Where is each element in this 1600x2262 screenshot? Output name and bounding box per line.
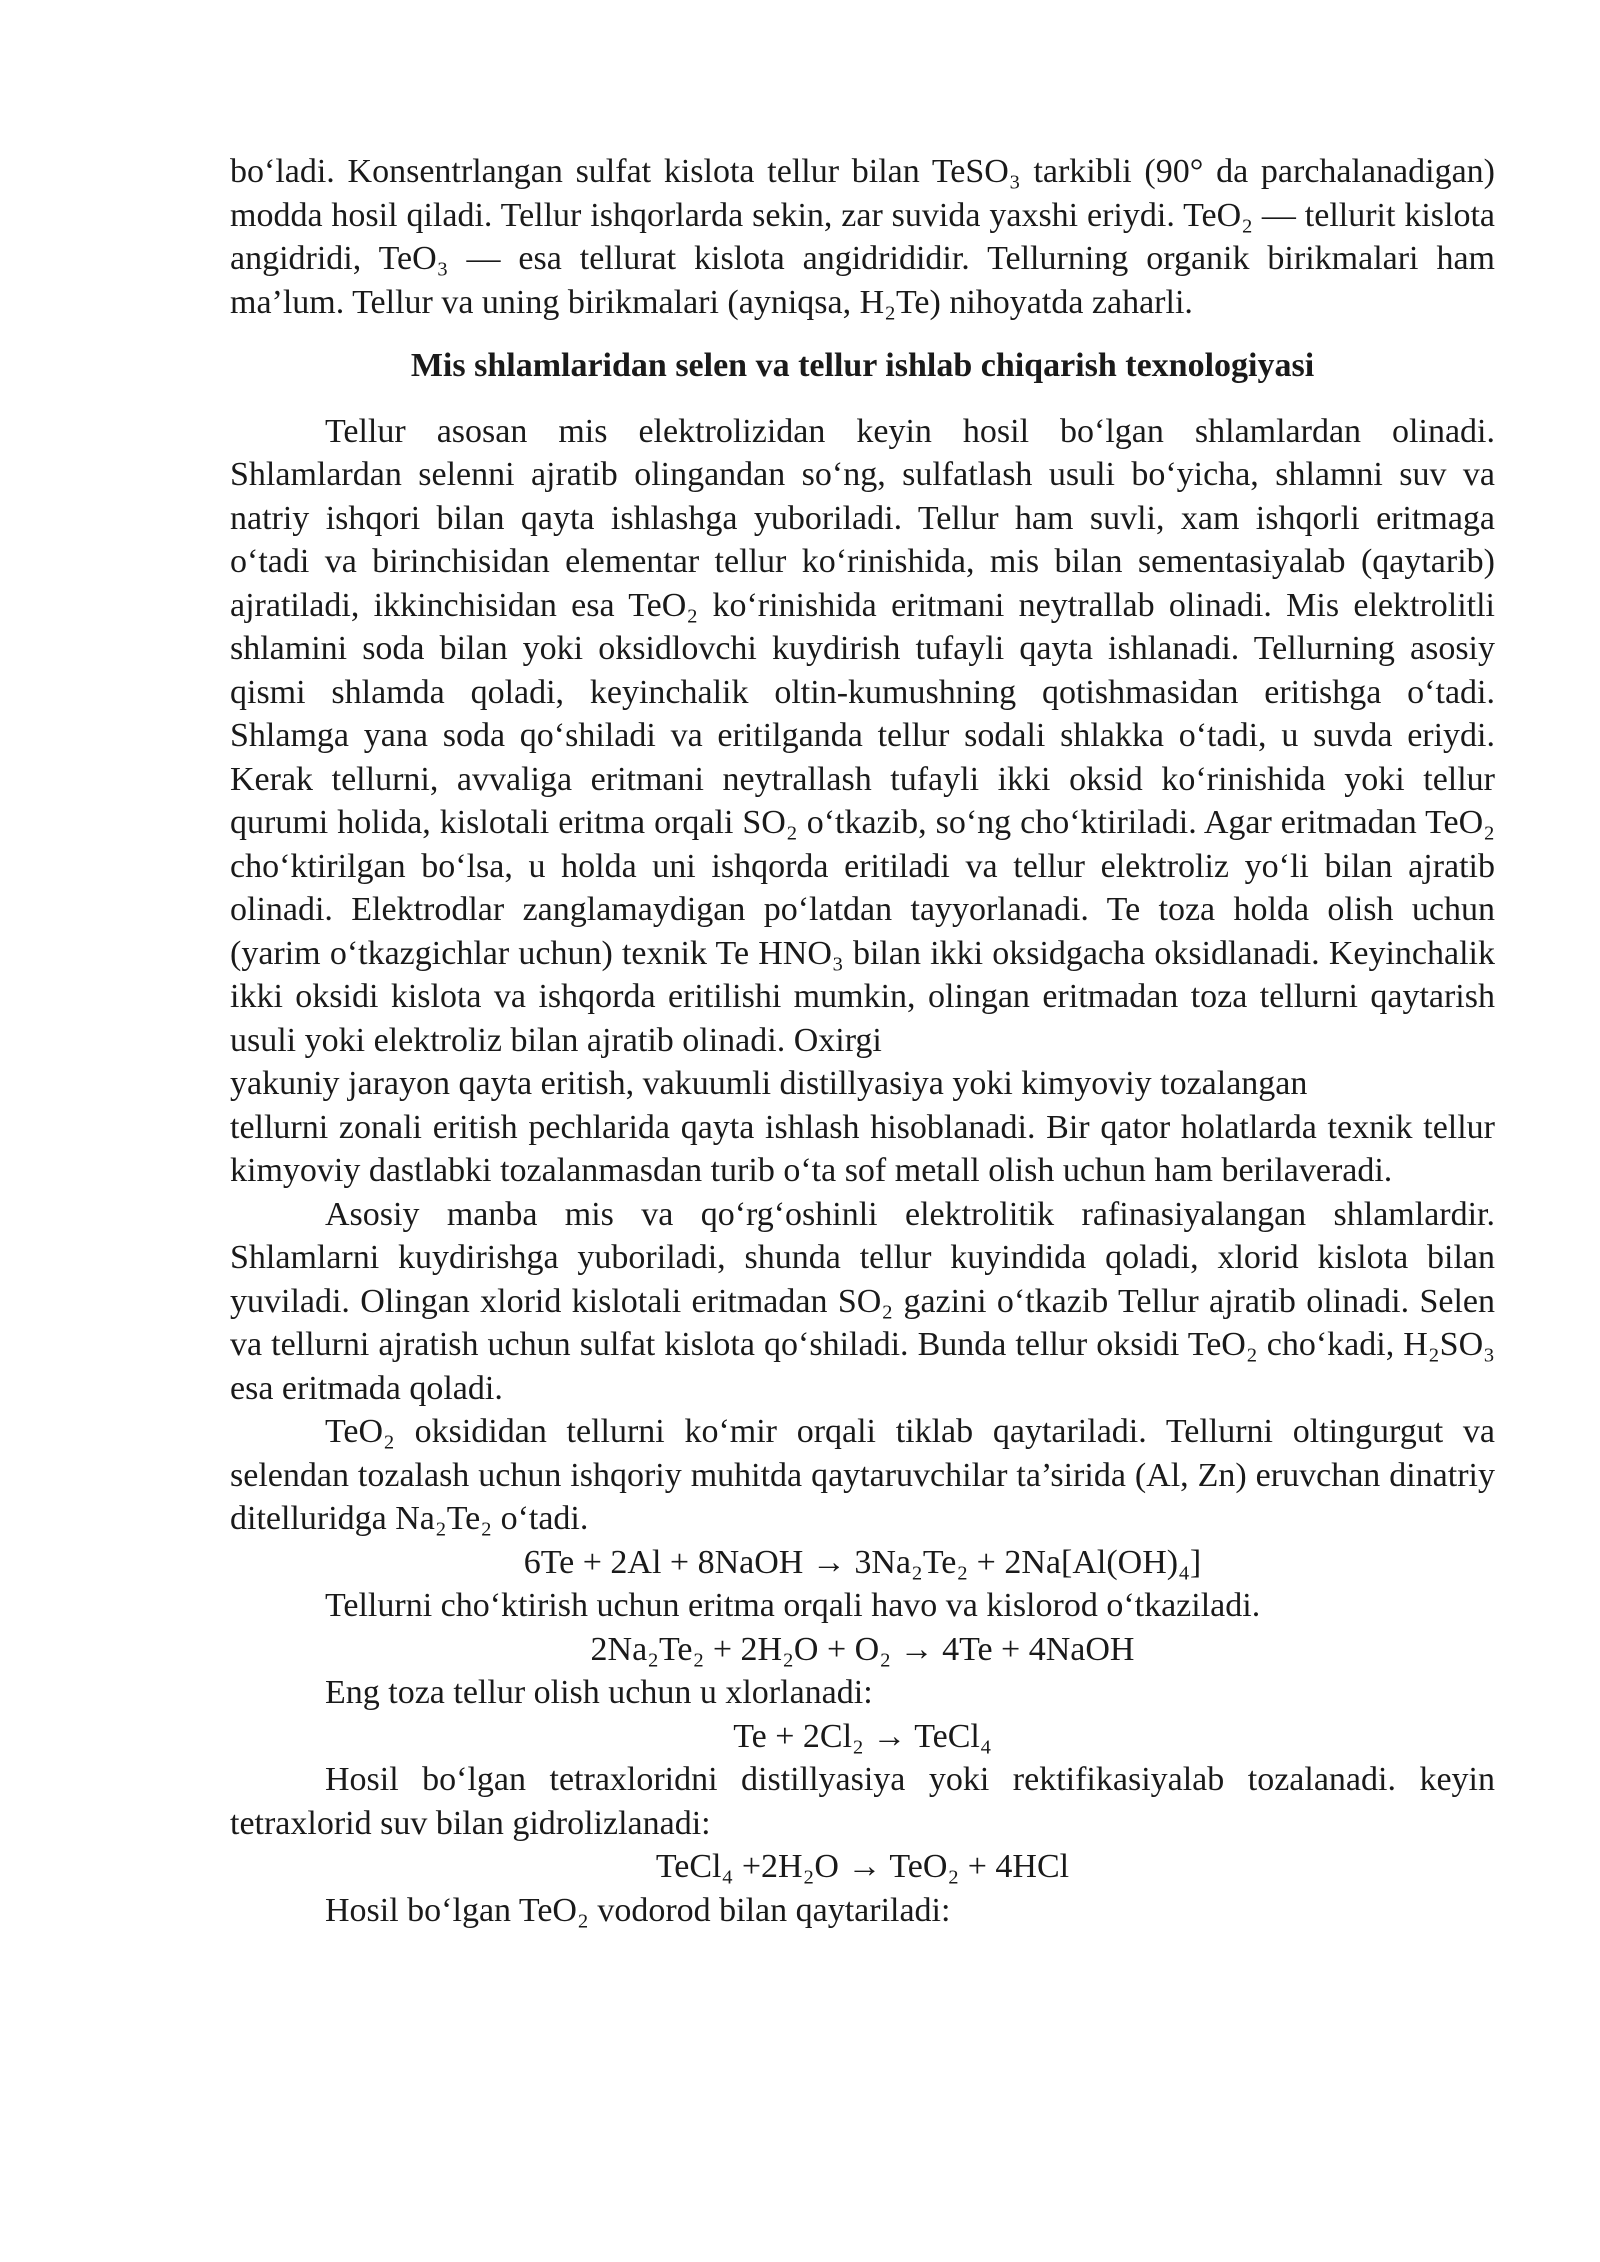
equation-1: 6Te + 2Al + 8NaOH → 3Na₂Te₂ + 2Na[Al(OH)₄] [523, 1543, 1202, 1581]
equation-3: Te + 2Cl₂ → TeCl₄ [733, 1717, 992, 1755]
paragraph-chlorination: Eng toza tellur olish uchun u xlorlanadi: [325, 1674, 873, 1711]
paragraph-intro: bo‘ladi. Konsentrlangan sulfat kislota tellur bilan TeSO₃ tarkibli (90° da parchalanadigan) modda hosil qiladi. Tellur ishqorlarda sekin, zar suvida yaxshi eriydi. TeO₂ — tellurit kislota angidridi, TeO₃ — esa tellurat kislota angidrididir. Tellurning organik birikmalari ham ma’lum. Tellur va uning birikmalari (ayniqsa, H₂Te) nihoyatda zaharli. [230, 153, 1495, 321]
paragraph-hydrogen-reduction: Hosil bo‘lgan TeO₂ vodorod bilan qaytariladi: [325, 1891, 951, 1929]
document-page [230, 150, 1495, 1932]
paragraph-hydrolysis: Hosil bo‘lgan tetraxloridni distillyasiya yoki rektifikasiyalab tozalanadi. keyin tetraxlorid suv bilan gidrolizlanadi: [230, 1761, 1495, 1842]
equation-2: 2Na₂Te₂ + 2H₂O + O₂ → 4Te + 4NaOH [590, 1630, 1135, 1668]
paragraph-technology: Tellur asosan mis elektrolizidan keyin hosil bo‘lgan shlamlardan olinadi. Shlamlardan selenni ajratib olingandan so‘ng, sulfatlash usuli bo‘yicha, shlamni suv va natriy ishqori bilan qayta ishlashga yuboriladi. Tellur ham suvli, xam ishqorli eritmaga o‘tadi va birinchisidan elementar tellur ko‘rinishida, mis bilan sementasiyalab (qaytarib) ajratiladi, ikkinchisidan esa TeO₂ ko‘rinishida eritmani neytrallab olinadi. Mis elektrolitli shlamini soda bilan yoki oksidlovchi kuydirish tufayli qayta ishlanadi. Tellurning asosiy qismi shlamda qoladi, keyinchalik oltin-kumushning qotishmasidan eritishga o‘tadi. Shlamga yana soda qo‘shiladi va eritilganda tellur sodali shlakka o‘tadi, u suvda eriydi. Kerak tellurni, avvaliga eritmani neytrallash tufayli ikki oksid ko‘rinishida yoki tellur qurumi holida, kislotali eritma orqali SO₂ o‘tkazib, so‘ng cho‘ktiriladi. Agar eritmadan TeO₂ cho‘ktirilgan bo‘lsa, u holda uni ishqorda eritiladi va tellur elektroliz yo‘li bilan ajratib olinadi. Elektrodlar zanglamaydigan po‘latdan tayyorlanadi. Te toza holda olish uchun (yarim o‘tkazgichlar uchun) texnik Te HNO₃ bilan ikki oksidgacha oksidlanadi. Keyinchalik ikki oksidi kislota va ishqorda eritilishi mumkin, olingan eritmadan toza tellurni qaytarish usuli yoki elektroliz bilan ajratib olinadi. Oxirgi [230, 412, 1495, 1059]
paragraph-technology-line: yakuniy jarayon qayta eritish, vakuumli distillyasiya yoki kimyoviy tozalangan [230, 1065, 1308, 1102]
equation-4: TeCl₄ +2H₂O → TeO₂ + 4HCl [655, 1848, 1070, 1885]
section-heading: Mis shlamlaridan selen va tellur ishlab chiqarish texnologiyasi [410, 347, 1315, 384]
paragraph-main-source: Asosiy manba mis va qo‘rg‘oshinli elektrolitik rafinasiyalangan shlamlardir. Shlamlarni kuydirishga yuboriladi, shunda tellur kuyindida qoladi, xlorid kislota bilan yuviladi. Olingan xlorid kislotali eritmadan SO₂ gazini o‘tkazib Tellur ajratib olinadi. Selen va tellurni ajratish uchun sulfat kislota qo‘shiladi. Bunda tellur oksidi TeO₂ cho‘kadi, H₂SO₃ esa eritmada qoladi. [230, 1195, 1495, 1407]
paragraph-technology-end: tellurni zonali eritish pechlarida qayta ishlash hisoblanadi. Bir qator holatlarda texnik tellur kimyoviy dastlabki tozalanmasdan turib o‘ta sof metall olish uchun ham berilaveradi. [230, 1108, 1495, 1189]
paragraph-precipitation: Tellurni cho‘ktirish uchun eritma orqali havo va kislorod o‘tkaziladi. [325, 1587, 1261, 1624]
paragraph-reduction: TeO₂ oksididan tellurni ko‘mir orqali tiklab qaytariladi. Tellurni oltingurgut va selendan tozalash uchun ishqoriy muhitda qaytaruvchilar ta’sirida (Al, Zn) eruvchan dinatriy ditelluridga Na₂Te₂ o‘tadi. [230, 1413, 1495, 1537]
